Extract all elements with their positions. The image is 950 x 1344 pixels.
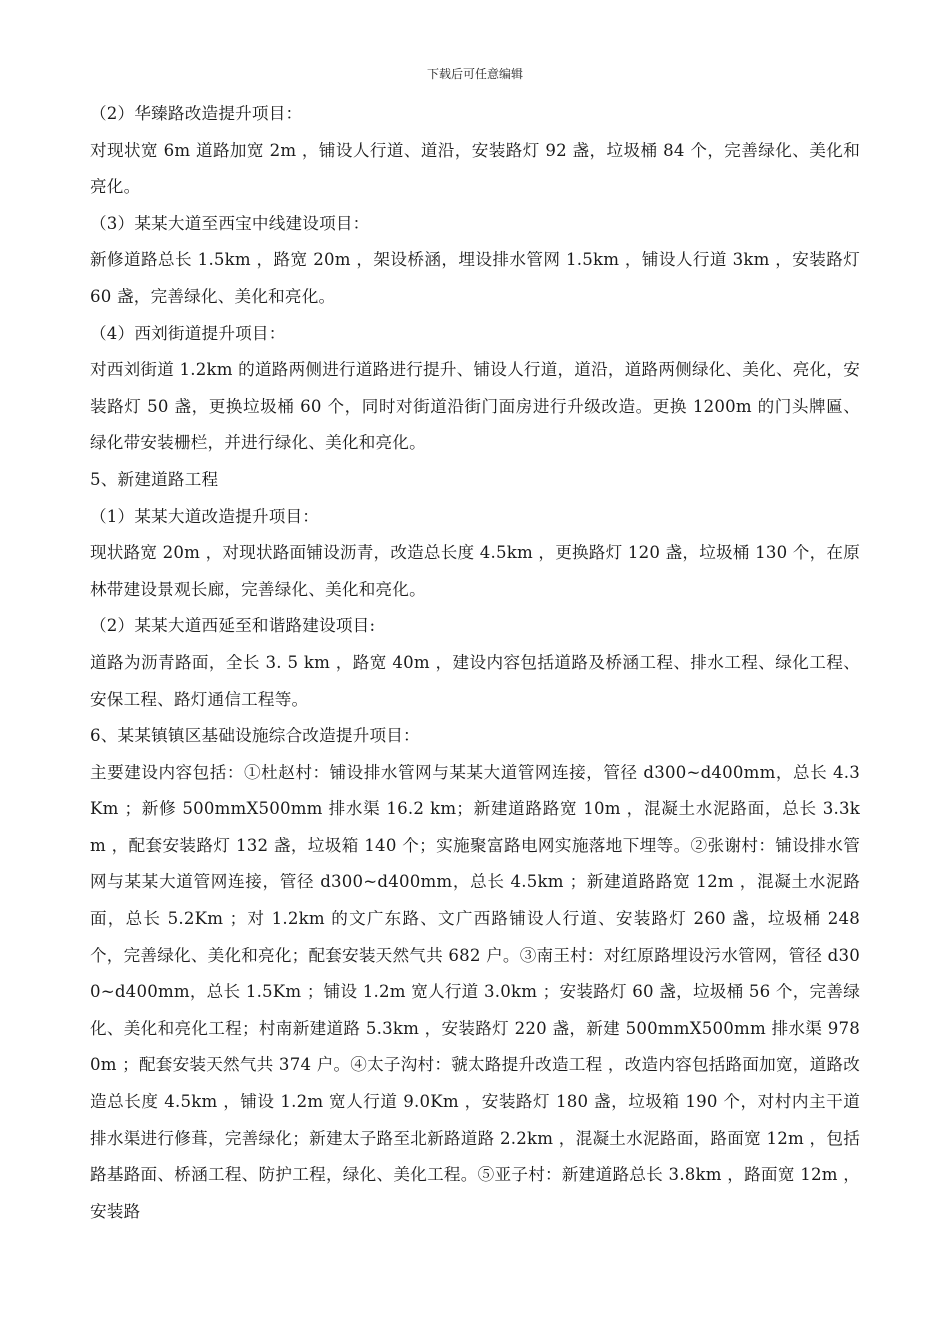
section-heading-new-roads: 5、新建道路工程 [90, 469, 219, 489]
paragraph-town-infrastructure: 主要建设内容包括：①杜赵村：铺设排水管网与某某大道管网连接，管径 d300~d400mm，总长 4.3Km ；新修 500mmX500mm 排水渠 16.2 km；新建道路路宽 10m ，混凝土水泥路面，总长 3.3km ，配套安装路灯 132 盏，垃圾箱 140 个；实施聚富路电网实施落地下埋等。②张谢村：铺设排水管网与某某大道管网连接，管径 d300~d400mm，总长 4.5km ；新建道路路宽 12m ，混凝土水泥路面，总长 5.2Km ；对 1.2km 的文广东路、文广西路铺设人行道、安装路灯 260 盏，垃圾桶 248 个，完善绿化、美化和亮化；配套安装天然气共 682 户。③南王村：对红原路埋设污水管网，管径 d300~d400mm，总长 1.5Km ；铺设 1.2m 宽人行道 3.0km ；安装路灯 60 盏，垃圾桶 56 个，完善绿化、美化和亮化工程；村南新建道路 5.3km ，安装路灯 220 盏，新建 500mmX500mm 排水渠 9780m ；配套安装天然气共 374 户。④太子沟村：虢太路提升改造工程 ，改造内容包括路面加宽，道路改造总长度 4.5km ，铺设 1.2m 宽人行道 9.0Km ，安装路灯 180 盏，垃圾箱 190 个，对村内主干道排水渠进行修葺，完善绿化；新建太子路至北新路道路 2.2km ，混凝土水泥路面，路面宽 12m ，包括路基路面、桥涵工程、防护工程，绿化、美化工程。⑤亚子村：新建道路总长 3.8km ，路面宽 12m ，安装路 [90, 762, 860, 1221]
paragraph-avenue-upgrade: 现状路宽 20m ，对现状路面铺设沥青，改造总长度 4.5km ，更换路灯 120 盏，垃圾桶 130 个，在原林带建设景观长廊，完善绿化、美化和亮化。 [90, 543, 860, 599]
paragraph-xiliu-street: 对西刘街道 1.2km 的道路两侧进行道路进行提升、铺设人行道，道沿，道路两侧绿化、美化、亮化，安装路灯 50 盏，更换垃圾桶 60 个，同时对街道沿街门面房进行升级改造。更换 1200m 的门头牌匾、绿化带安装栅栏，并进行绿化、美化和亮化。 [90, 360, 860, 453]
subsection-heading-xiliu-street: （4）西刘街道提升项目： [90, 323, 286, 343]
subsection-heading-xibao-line: （3）某某大道至西宝中线建设项目： [90, 213, 370, 233]
subsection-heading-avenue-upgrade: （1）某某大道改造提升项目： [90, 506, 320, 526]
subsection-heading-huazhen-road: （2）华臻路改造提升项目： [90, 104, 303, 123]
subsection-heading-avenue-extension: （2）某某大道西延至和谐路建设项目: [90, 616, 376, 636]
document-body [90, 96, 860, 1230]
section-heading-town-infrastructure: 6、某某镇镇区基础设施综合改造提升项目： [90, 726, 420, 746]
paragraph-xibao-line: 新修道路总长 1.5km ，路宽 20m ，架设桥涵，埋设排水管网 1.5km ，铺设人行道 3km ，安装路灯 60 盏，完善绿化、美化和亮化。 [90, 250, 860, 306]
paragraph-huazhen-road: 对现状宽 6m 道路加宽 2m ，铺设人行道、道沿，安装路灯 92 盏，垃圾桶 84 个，完善绿化、美化和亮化。 [90, 140, 860, 197]
page-header: 下载后可任意编辑 [426, 67, 523, 81]
paragraph-avenue-extension: 道路为沥青路面，全长 3. 5 km ，路宽 40m ，建设内容包括道路及桥涵工程、排水工程、绿化工程、安保工程、路灯通信工程等。 [90, 652, 860, 709]
